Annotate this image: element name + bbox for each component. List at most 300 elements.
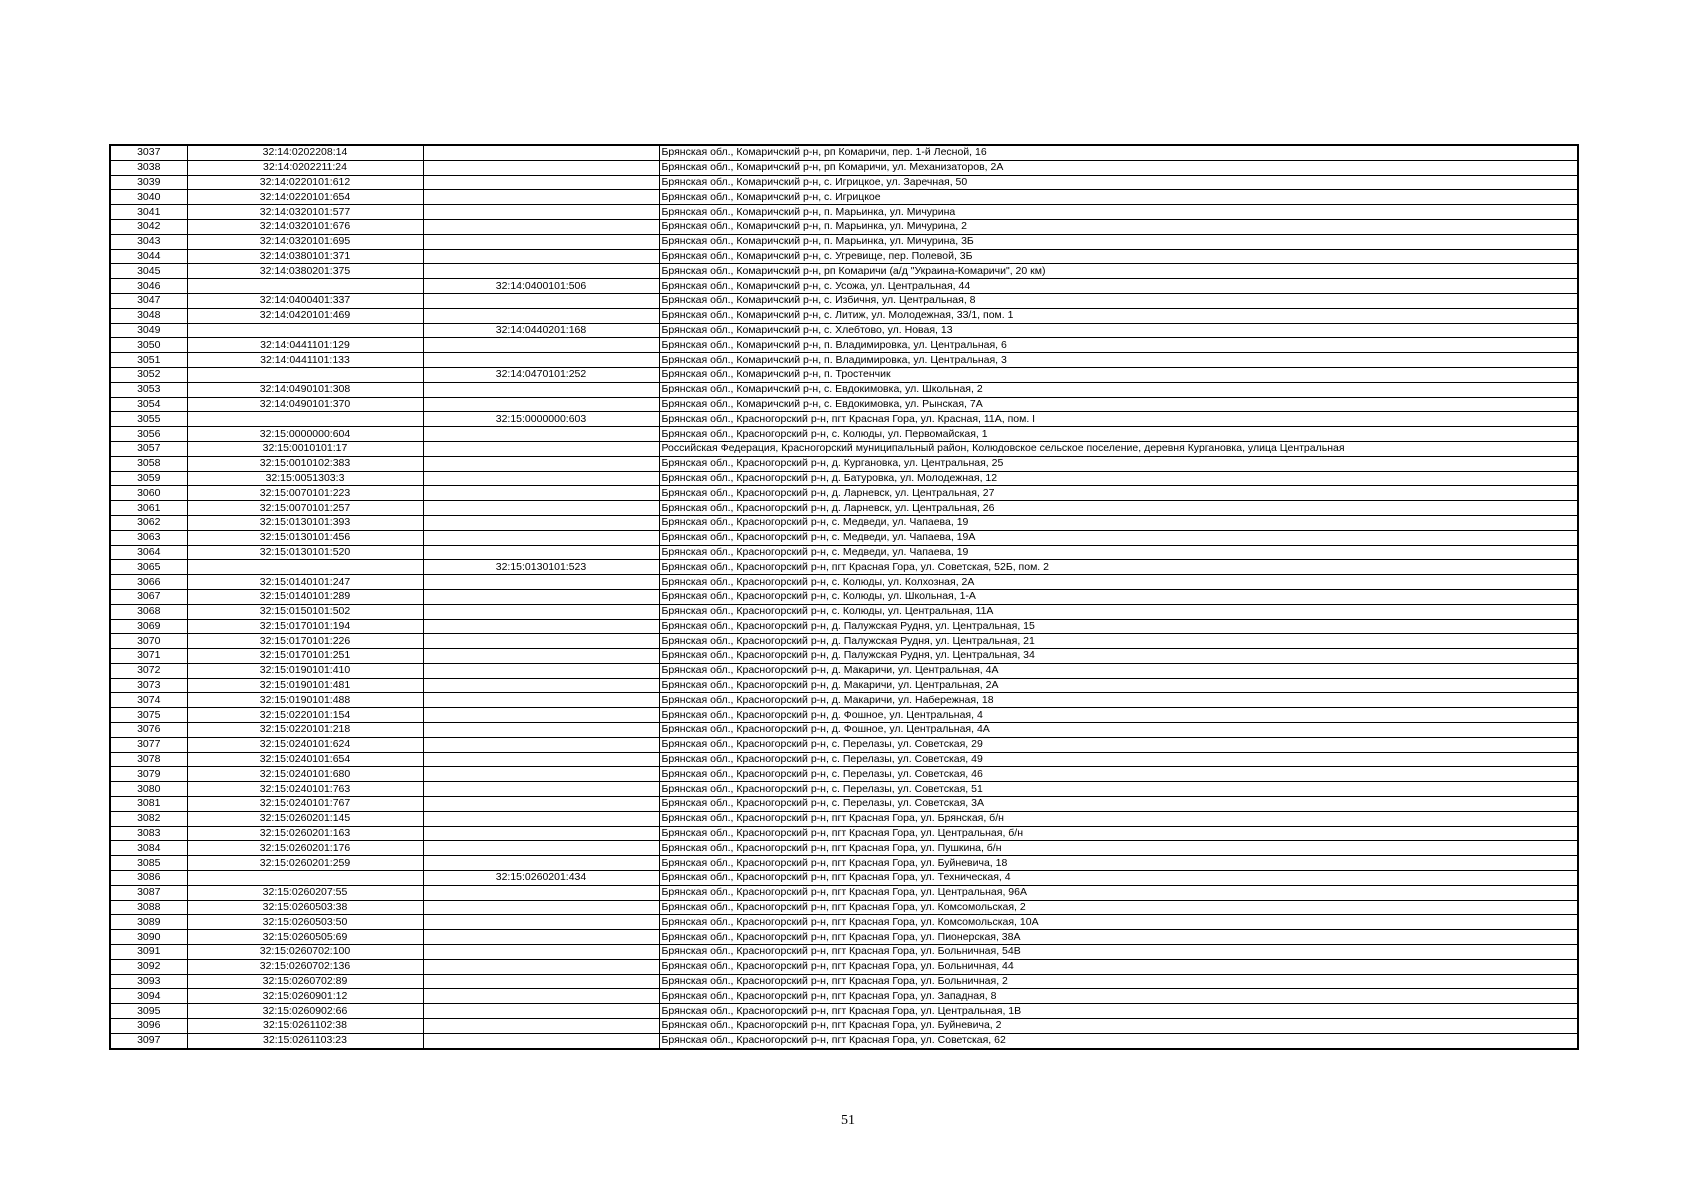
row-number-cell: 3040	[110, 190, 187, 205]
cadastral-number-cell: 32:15:0260201:259	[187, 856, 423, 871]
previous-number-cell	[423, 1033, 659, 1048]
table-row	[110, 959, 1578, 974]
previous-number-cell	[423, 737, 659, 752]
cadastral-number-cell	[187, 560, 423, 575]
row-number-cell: 3096	[110, 1019, 187, 1034]
cadastral-number-cell: 32:15:0240101:624	[187, 737, 423, 752]
address-cell: Брянская обл., Комаричский р-н, с. Избичня, ул. Центральная, 8	[659, 293, 1578, 308]
table-row	[110, 619, 1578, 634]
address-cell: Российская Федерация, Красногорский муниципальный район, Колюдовское сельское поселение, деревня Кургановка, улица Центральная	[659, 441, 1578, 456]
cadastral-number-cell: 32:14:0202208:14	[187, 145, 423, 160]
cadastral-number-cell: 32:15:0130101:456	[187, 530, 423, 545]
cadastral-number-cell: 32:14:0220101:612	[187, 175, 423, 190]
table-row	[110, 338, 1578, 353]
previous-number-cell	[423, 649, 659, 664]
row-number-cell: 3086	[110, 871, 187, 886]
previous-number-cell: 32:14:0470101:252	[423, 367, 659, 382]
address-cell: Брянская обл., Красногорский р-н, пгт Красная Гора, ул. Советская, 52Б, пом. 2	[659, 560, 1578, 575]
row-number-cell: 3095	[110, 1004, 187, 1019]
table-row	[110, 900, 1578, 915]
address-cell: Брянская обл., Красногорский р-н, д. Палужская Рудня, ул. Центральная, 34	[659, 649, 1578, 664]
table-row	[110, 515, 1578, 530]
row-number-cell: 3080	[110, 782, 187, 797]
address-cell: Брянская обл., Красногорский р-н, д. Ларневск, ул. Центральная, 27	[659, 486, 1578, 501]
table-row	[110, 945, 1578, 960]
address-cell: Брянская обл., Красногорский р-н, с. Перелазы, ул. Советская, 51	[659, 782, 1578, 797]
row-number-cell: 3057	[110, 441, 187, 456]
cadastral-number-cell: 32:15:0130101:393	[187, 515, 423, 530]
cadastral-number-cell: 32:14:0441101:129	[187, 338, 423, 353]
cadastral-number-cell: 32:15:0260201:176	[187, 841, 423, 856]
table-row	[110, 1019, 1578, 1034]
cadastral-number-cell: 32:15:0140101:247	[187, 575, 423, 590]
cadastral-number-cell: 32:14:0202211:24	[187, 160, 423, 175]
table-row	[110, 160, 1578, 175]
address-cell: Брянская обл., Красногорский р-н, пгт Красная Гора, ул. Центральная, 1В	[659, 1004, 1578, 1019]
previous-number-cell	[423, 486, 659, 501]
cadastral-number-cell: 32:15:0240101:654	[187, 752, 423, 767]
table-row	[110, 293, 1578, 308]
previous-number-cell	[423, 885, 659, 900]
previous-number-cell	[423, 974, 659, 989]
previous-number-cell	[423, 900, 659, 915]
address-cell: Брянская обл., Комаричский р-н, рп Комаричи, ул. Механизаторов, 2А	[659, 160, 1578, 175]
row-number-cell: 3037	[110, 145, 187, 160]
cadastral-number-cell	[187, 279, 423, 294]
row-number-cell: 3048	[110, 308, 187, 323]
row-number-cell: 3068	[110, 604, 187, 619]
previous-number-cell	[423, 190, 659, 205]
cadastral-number-cell: 32:14:0490101:370	[187, 397, 423, 412]
previous-number-cell	[423, 959, 659, 974]
address-cell: Брянская обл., Красногорский р-н, с. Колюды, ул. Центральная, 11А	[659, 604, 1578, 619]
row-number-cell: 3049	[110, 323, 187, 338]
table-row	[110, 575, 1578, 590]
address-cell: Брянская обл., Комаричский р-н, с. Евдокимовка, ул. Рынская, 7А	[659, 397, 1578, 412]
previous-number-cell	[423, 634, 659, 649]
previous-number-cell	[423, 1004, 659, 1019]
address-cell: Брянская обл., Красногорский р-н, д. Макаричи, ул. Набережная, 18	[659, 693, 1578, 708]
cadastral-number-cell: 32:15:0260201:163	[187, 826, 423, 841]
previous-number-cell	[423, 205, 659, 220]
previous-number-cell	[423, 160, 659, 175]
address-cell: Брянская обл., Красногорский р-н, с. Перелазы, ул. Советская, 49	[659, 752, 1578, 767]
row-number-cell: 3071	[110, 649, 187, 664]
table-row	[110, 353, 1578, 368]
row-number-cell: 3063	[110, 530, 187, 545]
table-row	[110, 708, 1578, 723]
cadastral-number-cell: 32:15:0260901:12	[187, 989, 423, 1004]
table-row	[110, 471, 1578, 486]
table-row	[110, 856, 1578, 871]
address-cell: Брянская обл., Красногорский р-н, с. Медведи, ул. Чапаева, 19	[659, 545, 1578, 560]
previous-number-cell	[423, 382, 659, 397]
table-row	[110, 915, 1578, 930]
previous-number-cell	[423, 264, 659, 279]
previous-number-cell	[423, 945, 659, 960]
address-cell: Брянская обл., Красногорский р-н, с. Медведи, ул. Чапаева, 19	[659, 515, 1578, 530]
row-number-cell: 3069	[110, 619, 187, 634]
cadastral-number-cell: 32:15:0010102:383	[187, 456, 423, 471]
previous-number-cell	[423, 219, 659, 234]
address-cell: Брянская обл., Комаричский р-н, с. Евдокимовка, ул. Школьная, 2	[659, 382, 1578, 397]
address-cell: Брянская обл., Красногорский р-н, пгт Красная Гора, ул. Центральная, 96А	[659, 885, 1578, 900]
row-number-cell: 3050	[110, 338, 187, 353]
previous-number-cell	[423, 441, 659, 456]
row-number-cell: 3067	[110, 589, 187, 604]
previous-number-cell	[423, 663, 659, 678]
cadastral-number-cell: 32:14:0320101:577	[187, 205, 423, 220]
cadastral-number-cell: 32:15:0170101:251	[187, 649, 423, 664]
address-cell: Брянская обл., Красногорский р-н, д. Батуровка, ул. Молодежная, 12	[659, 471, 1578, 486]
address-cell: Брянская обл., Красногорский р-н, пгт Красная Гора, ул. Буйневича, 2	[659, 1019, 1578, 1034]
address-cell: Брянская обл., Красногорский р-н, д. Фошное, ул. Центральная, 4	[659, 708, 1578, 723]
address-cell: Брянская обл., Комаричский р-н, п. Тростенчик	[659, 367, 1578, 382]
address-cell: Брянская обл., Красногорский р-н, с. Перелазы, ул. Советская, 46	[659, 767, 1578, 782]
row-number-cell: 3084	[110, 841, 187, 856]
row-number-cell: 3055	[110, 412, 187, 427]
previous-number-cell	[423, 234, 659, 249]
row-number-cell: 3062	[110, 515, 187, 530]
table-row	[110, 412, 1578, 427]
row-number-cell: 3091	[110, 945, 187, 960]
cadastral-number-cell: 32:14:0400401:337	[187, 293, 423, 308]
table-row	[110, 841, 1578, 856]
previous-number-cell	[423, 989, 659, 1004]
registry-table	[109, 144, 1579, 1050]
cadastral-number-cell: 32:15:0190101:410	[187, 663, 423, 678]
address-cell: Брянская обл., Комаричский р-н, рп Комаричи (а/д "Украина-Комаричи", 20 км)	[659, 264, 1578, 279]
row-number-cell: 3060	[110, 486, 187, 501]
address-cell: Брянская обл., Красногорский р-н, д. Кургановка, ул. Центральная, 25	[659, 456, 1578, 471]
address-cell: Брянская обл., Красногорский р-н, с. Колюды, ул. Первомайская, 1	[659, 427, 1578, 442]
cadastral-number-cell: 32:15:0220101:218	[187, 723, 423, 738]
cadastral-number-cell: 32:15:0140101:289	[187, 589, 423, 604]
table-row	[110, 145, 1578, 160]
cadastral-number-cell: 32:14:0320101:676	[187, 219, 423, 234]
previous-number-cell	[423, 397, 659, 412]
table-row	[110, 871, 1578, 886]
address-cell: Брянская обл., Комаричский р-н, с. Усожа, ул. Центральная, 44	[659, 279, 1578, 294]
previous-number-cell	[423, 767, 659, 782]
cadastral-number-cell: 32:15:0170101:194	[187, 619, 423, 634]
row-number-cell: 3066	[110, 575, 187, 590]
row-number-cell: 3072	[110, 663, 187, 678]
previous-number-cell: 32:14:0440201:168	[423, 323, 659, 338]
table-row	[110, 1033, 1578, 1048]
previous-number-cell: 32:15:0000000:603	[423, 412, 659, 427]
table-row	[110, 486, 1578, 501]
cadastral-number-cell: 32:15:0070101:223	[187, 486, 423, 501]
row-number-cell: 3076	[110, 723, 187, 738]
row-number-cell: 3058	[110, 456, 187, 471]
row-number-cell: 3039	[110, 175, 187, 190]
previous-number-cell	[423, 723, 659, 738]
previous-number-cell	[423, 619, 659, 634]
table-row	[110, 826, 1578, 841]
address-cell: Брянская обл., Комаричский р-н, рп Комаричи, пер. 1-й Лесной, 16	[659, 145, 1578, 160]
row-number-cell: 3082	[110, 811, 187, 826]
table-row	[110, 663, 1578, 678]
previous-number-cell	[423, 249, 659, 264]
address-cell: Брянская обл., Красногорский р-н, пгт Красная Гора, ул. Брянская, б/н	[659, 811, 1578, 826]
row-number-cell: 3041	[110, 205, 187, 220]
address-cell: Брянская обл., Комаричский р-н, п. Марьинка, ул. Мичурина	[659, 205, 1578, 220]
cadastral-number-cell	[187, 367, 423, 382]
page-number: 51	[841, 1113, 855, 1128]
previous-number-cell	[423, 604, 659, 619]
cadastral-number-cell: 32:14:0441101:133	[187, 353, 423, 368]
cadastral-number-cell: 32:14:0380101:371	[187, 249, 423, 264]
row-number-cell: 3092	[110, 959, 187, 974]
table-row	[110, 397, 1578, 412]
row-number-cell: 3045	[110, 264, 187, 279]
table-row	[110, 205, 1578, 220]
row-number-cell: 3079	[110, 767, 187, 782]
cadastral-number-cell	[187, 323, 423, 338]
row-number-cell: 3074	[110, 693, 187, 708]
row-number-cell: 3070	[110, 634, 187, 649]
table-row	[110, 782, 1578, 797]
row-number-cell: 3097	[110, 1033, 187, 1048]
previous-number-cell	[423, 752, 659, 767]
address-cell: Брянская обл., Красногорский р-н, пгт Красная Гора, ул. Больничная, 44	[659, 959, 1578, 974]
cadastral-number-cell: 32:15:0260201:145	[187, 811, 423, 826]
table-row	[110, 323, 1578, 338]
previous-number-cell	[423, 515, 659, 530]
address-cell: Брянская обл., Красногорский р-н, с. Колюды, ул. Школьная, 1-А	[659, 589, 1578, 604]
previous-number-cell: 32:15:0130101:523	[423, 560, 659, 575]
address-cell: Брянская обл., Комаричский р-н, п. Владимировка, ул. Центральная, 3	[659, 353, 1578, 368]
address-cell: Брянская обл., Красногорский р-н, д. Макаричи, ул. Центральная, 2А	[659, 678, 1578, 693]
previous-number-cell	[423, 826, 659, 841]
previous-number-cell	[423, 693, 659, 708]
previous-number-cell	[423, 678, 659, 693]
row-number-cell: 3088	[110, 900, 187, 915]
row-number-cell: 3051	[110, 353, 187, 368]
address-cell: Брянская обл., Красногорский р-н, д. Палужская Рудня, ул. Центральная, 21	[659, 634, 1578, 649]
previous-number-cell	[423, 456, 659, 471]
previous-number-cell	[423, 427, 659, 442]
address-cell: Брянская обл., Комаричский р-н, с. Хлебтово, ул. Новая, 13	[659, 323, 1578, 338]
table-row	[110, 678, 1578, 693]
row-number-cell: 3090	[110, 930, 187, 945]
address-cell: Брянская обл., Красногорский р-н, пгт Красная Гора, ул. Комсомольская, 10А	[659, 915, 1578, 930]
row-number-cell: 3056	[110, 427, 187, 442]
registry-table-body	[110, 145, 1578, 1049]
previous-number-cell	[423, 1019, 659, 1034]
table-row	[110, 175, 1578, 190]
row-number-cell: 3078	[110, 752, 187, 767]
table-row	[110, 693, 1578, 708]
address-cell: Брянская обл., Комаричский р-н, с. Угревище, пер. Полевой, 3Б	[659, 249, 1578, 264]
row-number-cell: 3052	[110, 367, 187, 382]
address-cell: Брянская обл., Красногорский р-н, д. Макаричи, ул. Центральная, 4А	[659, 663, 1578, 678]
cadastral-number-cell: 32:15:0070101:257	[187, 501, 423, 516]
cadastral-number-cell: 32:15:0240101:767	[187, 797, 423, 812]
previous-number-cell	[423, 589, 659, 604]
row-number-cell: 3093	[110, 974, 187, 989]
row-number-cell: 3075	[110, 708, 187, 723]
row-number-cell: 3064	[110, 545, 187, 560]
cadastral-number-cell: 32:15:0220101:154	[187, 708, 423, 723]
row-number-cell: 3044	[110, 249, 187, 264]
row-number-cell: 3061	[110, 501, 187, 516]
cadastral-number-cell: 32:15:0130101:520	[187, 545, 423, 560]
address-cell: Брянская обл., Красногорский р-н, с. Медведи, ул. Чапаева, 19А	[659, 530, 1578, 545]
table-row	[110, 234, 1578, 249]
address-cell: Брянская обл., Комаричский р-н, с. Литиж, ул. Молодежная, 33/1, пом. 1	[659, 308, 1578, 323]
table-row	[110, 545, 1578, 560]
previous-number-cell	[423, 708, 659, 723]
previous-number-cell	[423, 915, 659, 930]
table-row	[110, 649, 1578, 664]
table-row	[110, 279, 1578, 294]
address-cell: Брянская обл., Красногорский р-н, пгт Красная Гора, ул. Пушкина, б/н	[659, 841, 1578, 856]
cadastral-number-cell: 32:15:0260503:50	[187, 915, 423, 930]
table-row	[110, 501, 1578, 516]
cadastral-number-cell: 32:15:0260702:89	[187, 974, 423, 989]
previous-number-cell	[423, 338, 659, 353]
cadastral-number-cell: 32:15:0150101:502	[187, 604, 423, 619]
cadastral-number-cell: 32:15:0260702:136	[187, 959, 423, 974]
cadastral-number-cell: 32:15:0260505:69	[187, 930, 423, 945]
cadastral-number-cell	[187, 871, 423, 886]
address-cell: Брянская обл., Красногорский р-н, д. Палужская Рудня, ул. Центральная, 15	[659, 619, 1578, 634]
cadastral-number-cell: 32:15:0010101:17	[187, 441, 423, 456]
table-row	[110, 767, 1578, 782]
address-cell: Брянская обл., Красногорский р-н, пгт Красная Гора, ул. Западная, 8	[659, 989, 1578, 1004]
cadastral-number-cell: 32:15:0190101:481	[187, 678, 423, 693]
table-row	[110, 456, 1578, 471]
address-cell: Брянская обл., Комаричский р-н, п. Владимировка, ул. Центральная, 6	[659, 338, 1578, 353]
previous-number-cell	[423, 175, 659, 190]
cadastral-number-cell: 32:15:0260503:38	[187, 900, 423, 915]
cadastral-number-cell: 32:14:0420101:469	[187, 308, 423, 323]
previous-number-cell	[423, 308, 659, 323]
address-cell: Брянская обл., Красногорский р-н, с. Перелазы, ул. Советская, 29	[659, 737, 1578, 752]
cadastral-number-cell	[187, 412, 423, 427]
previous-number-cell	[423, 930, 659, 945]
address-cell: Брянская обл., Красногорский р-н, пгт Красная Гора, ул. Центральная, б/н	[659, 826, 1578, 841]
table-row	[110, 190, 1578, 205]
table-row	[110, 249, 1578, 264]
row-number-cell: 3047	[110, 293, 187, 308]
row-number-cell: 3094	[110, 989, 187, 1004]
previous-number-cell	[423, 471, 659, 486]
address-cell: Брянская обл., Красногорский р-н, пгт Красная Гора, ул. Буйневича, 18	[659, 856, 1578, 871]
table-row	[110, 634, 1578, 649]
address-cell: Брянская обл., Красногорский р-н, пгт Красная Гора, ул. Красная, 11А, пом. I	[659, 412, 1578, 427]
table-row	[110, 752, 1578, 767]
previous-number-cell	[423, 841, 659, 856]
address-cell: Брянская обл., Красногорский р-н, пгт Красная Гора, ул. Техническая, 4	[659, 871, 1578, 886]
row-number-cell: 3077	[110, 737, 187, 752]
cadastral-number-cell: 32:15:0261102:38	[187, 1019, 423, 1034]
row-number-cell: 3065	[110, 560, 187, 575]
cadastral-number-cell: 32:15:0170101:226	[187, 634, 423, 649]
cadastral-number-cell: 32:15:0190101:488	[187, 693, 423, 708]
table-row	[110, 604, 1578, 619]
table-row	[110, 441, 1578, 456]
address-cell: Брянская обл., Красногорский р-н, д. Фошное, ул. Центральная, 4А	[659, 723, 1578, 738]
table-row	[110, 1004, 1578, 1019]
table-row	[110, 264, 1578, 279]
row-number-cell: 3053	[110, 382, 187, 397]
table-row	[110, 974, 1578, 989]
address-cell: Брянская обл., Красногорский р-н, пгт Красная Гора, ул. Советская, 62	[659, 1033, 1578, 1048]
address-cell: Брянская обл., Красногорский р-н, пгт Красная Гора, ул. Пионерская, 38А	[659, 930, 1578, 945]
table-row	[110, 811, 1578, 826]
cadastral-number-cell: 32:15:0260902:66	[187, 1004, 423, 1019]
address-cell: Брянская обл., Красногорский р-н, пгт Красная Гора, ул. Больничная, 2	[659, 974, 1578, 989]
previous-number-cell	[423, 530, 659, 545]
cadastral-number-cell: 32:14:0320101:695	[187, 234, 423, 249]
table-row	[110, 308, 1578, 323]
table-row	[110, 737, 1578, 752]
table-row	[110, 530, 1578, 545]
address-cell: Брянская обл., Красногорский р-н, пгт Красная Гора, ул. Больничная, 54В	[659, 945, 1578, 960]
previous-number-cell: 32:15:0260201:434	[423, 871, 659, 886]
previous-number-cell	[423, 856, 659, 871]
table-row	[110, 930, 1578, 945]
cadastral-number-cell: 32:15:0260702:100	[187, 945, 423, 960]
previous-number-cell	[423, 353, 659, 368]
table-row	[110, 382, 1578, 397]
row-number-cell: 3038	[110, 160, 187, 175]
cadastral-number-cell: 32:14:0380201:375	[187, 264, 423, 279]
cadastral-number-cell: 32:14:0220101:654	[187, 190, 423, 205]
previous-number-cell	[423, 545, 659, 560]
previous-number-cell	[423, 293, 659, 308]
table-row	[110, 989, 1578, 1004]
address-cell: Брянская обл., Красногорский р-н, пгт Красная Гора, ул. Комсомольская, 2	[659, 900, 1578, 915]
cadastral-number-cell: 32:15:0000000:604	[187, 427, 423, 442]
previous-number-cell	[423, 501, 659, 516]
table-row	[110, 723, 1578, 738]
previous-number-cell	[423, 797, 659, 812]
table-row	[110, 219, 1578, 234]
table-row	[110, 560, 1578, 575]
address-cell: Брянская обл., Комаричский р-н, п. Марьинка, ул. Мичурина, 3Б	[659, 234, 1578, 249]
table-row	[110, 427, 1578, 442]
cadastral-number-cell: 32:15:0240101:763	[187, 782, 423, 797]
previous-number-cell	[423, 782, 659, 797]
row-number-cell: 3059	[110, 471, 187, 486]
row-number-cell: 3087	[110, 885, 187, 900]
previous-number-cell: 32:14:0400101:506	[423, 279, 659, 294]
previous-number-cell	[423, 145, 659, 160]
address-cell: Брянская обл., Комаричский р-н, п. Марьинка, ул. Мичурина, 2	[659, 219, 1578, 234]
row-number-cell: 3043	[110, 234, 187, 249]
cadastral-number-cell: 32:15:0240101:680	[187, 767, 423, 782]
cadastral-number-cell: 32:15:0261103:23	[187, 1033, 423, 1048]
row-number-cell: 3085	[110, 856, 187, 871]
row-number-cell: 3083	[110, 826, 187, 841]
table-row	[110, 797, 1578, 812]
address-cell: Брянская обл., Красногорский р-н, д. Ларневск, ул. Центральная, 26	[659, 501, 1578, 516]
previous-number-cell	[423, 811, 659, 826]
cadastral-number-cell: 32:15:0051303:3	[187, 471, 423, 486]
cadastral-number-cell: 32:15:0260207:55	[187, 885, 423, 900]
row-number-cell: 3089	[110, 915, 187, 930]
row-number-cell: 3073	[110, 678, 187, 693]
address-cell: Брянская обл., Красногорский р-н, с. Колюды, ул. Колхозная, 2А	[659, 575, 1578, 590]
address-cell: Брянская обл., Красногорский р-н, с. Перелазы, ул. Советская, 3А	[659, 797, 1578, 812]
row-number-cell: 3081	[110, 797, 187, 812]
table-row	[110, 589, 1578, 604]
previous-number-cell	[423, 575, 659, 590]
